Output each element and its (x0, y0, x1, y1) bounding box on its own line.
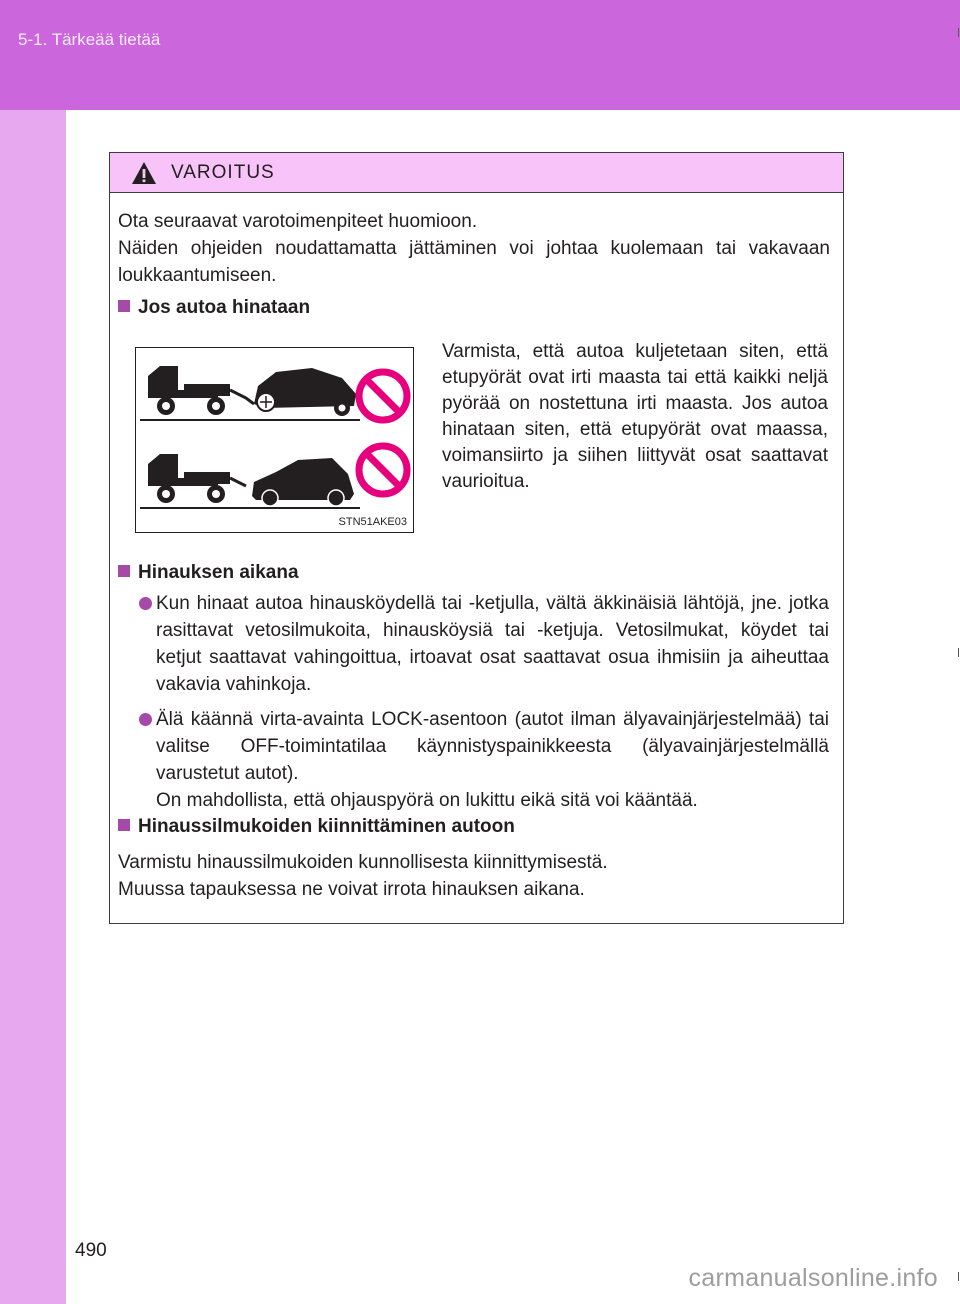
prohibited-icon (359, 372, 407, 420)
square-bullet-icon (118, 300, 130, 312)
round-bullet-icon (139, 597, 152, 610)
towing-caution-text: Varmista, että autoa kuljetetaan siten, että etupyörät ovat irti maasta tai että kaikki neljä pyörää on nostettuna irti maasta. Jos autoa hinataan siten, että etupyörät ovat maassa, voimansiirto ja siihen liittyvät osat saattavat vaurioitua. (442, 341, 828, 492)
square-bullet-icon (118, 819, 130, 831)
list-item-note: On mahdollista, että ohjauspyörä on lukittu eikä sitä voi kääntää. (156, 790, 698, 811)
list-item (139, 590, 829, 698)
attach-eyelet-text (118, 849, 818, 903)
section-heading-text: Hinaussilmukoiden kiinnittäminen autoon (138, 816, 515, 837)
section-title: 5-1. Tärkeää tietää (18, 30, 161, 49)
square-bullet-icon (118, 565, 130, 577)
intro-line: Ota seuraavat varotoimenpiteet huomioon. (118, 211, 478, 232)
section-heading (118, 816, 515, 838)
car-front-lifted-icon (254, 368, 356, 416)
header-band (0, 0, 960, 110)
section-heading-text: Jos autoa hinataan (138, 297, 311, 318)
warning-intro (118, 208, 830, 289)
section-heading-text: Hinauksen aikana (138, 562, 299, 583)
intro-line: Näiden ohjeiden noudattamatta jättäminen voi johtaa kuolemaan tai vakavaan loukkaantumiseen. (118, 238, 830, 286)
list-item (139, 706, 829, 814)
warning-triangle-icon (131, 161, 157, 185)
side-band (0, 110, 66, 1304)
crop-mark (958, 1272, 959, 1281)
text-line: Muussa tapauksessa ne voivat irrota hinauksen aikana. (118, 879, 585, 900)
prohibited-icon (359, 446, 407, 494)
round-bullet-icon (139, 713, 152, 726)
crop-mark (958, 28, 959, 37)
warning-box (109, 152, 844, 924)
text-line: Varmistu hinaussilmukoiden kunnollisesta kiinnittymisestä. (118, 852, 608, 873)
crop-mark (958, 648, 959, 657)
section-heading (118, 297, 310, 319)
list-item-text: Älä käännä virta-avainta LOCK-asentoon (autot ilman älyavainjärjestelmää) tai valitse OFF-toimintatilaa käynnistyspainikkeesta (älyavainjärjestelmällä varustetut autot). (156, 709, 829, 784)
tow-truck-illustration (136, 348, 413, 532)
towing-illustration (135, 347, 414, 533)
page-number: 490 (75, 1240, 107, 1261)
illustration-code: STN51AKE03 (338, 516, 407, 528)
car-on-ground-icon (252, 458, 354, 506)
warning-title: VAROITUS (171, 162, 275, 183)
warning-header (110, 153, 843, 193)
list-item-text: Kun hinaat autoa hinausköydellä tai -ketjulla, vältä äkkinäisiä lähtöjä, jne. jotka rasittavat vetosilmukoita, hinausköysiä tai -ketjuja. Vetosilmukat, köydet tai ketjut saattavat vahingoittua, irtoavat osat saattavat osua ihmisiin ja aiheuttaa vakavia vahinkoja. (156, 593, 829, 695)
watermark: carmanualsonline.info (688, 1264, 938, 1292)
section-heading (118, 562, 299, 584)
